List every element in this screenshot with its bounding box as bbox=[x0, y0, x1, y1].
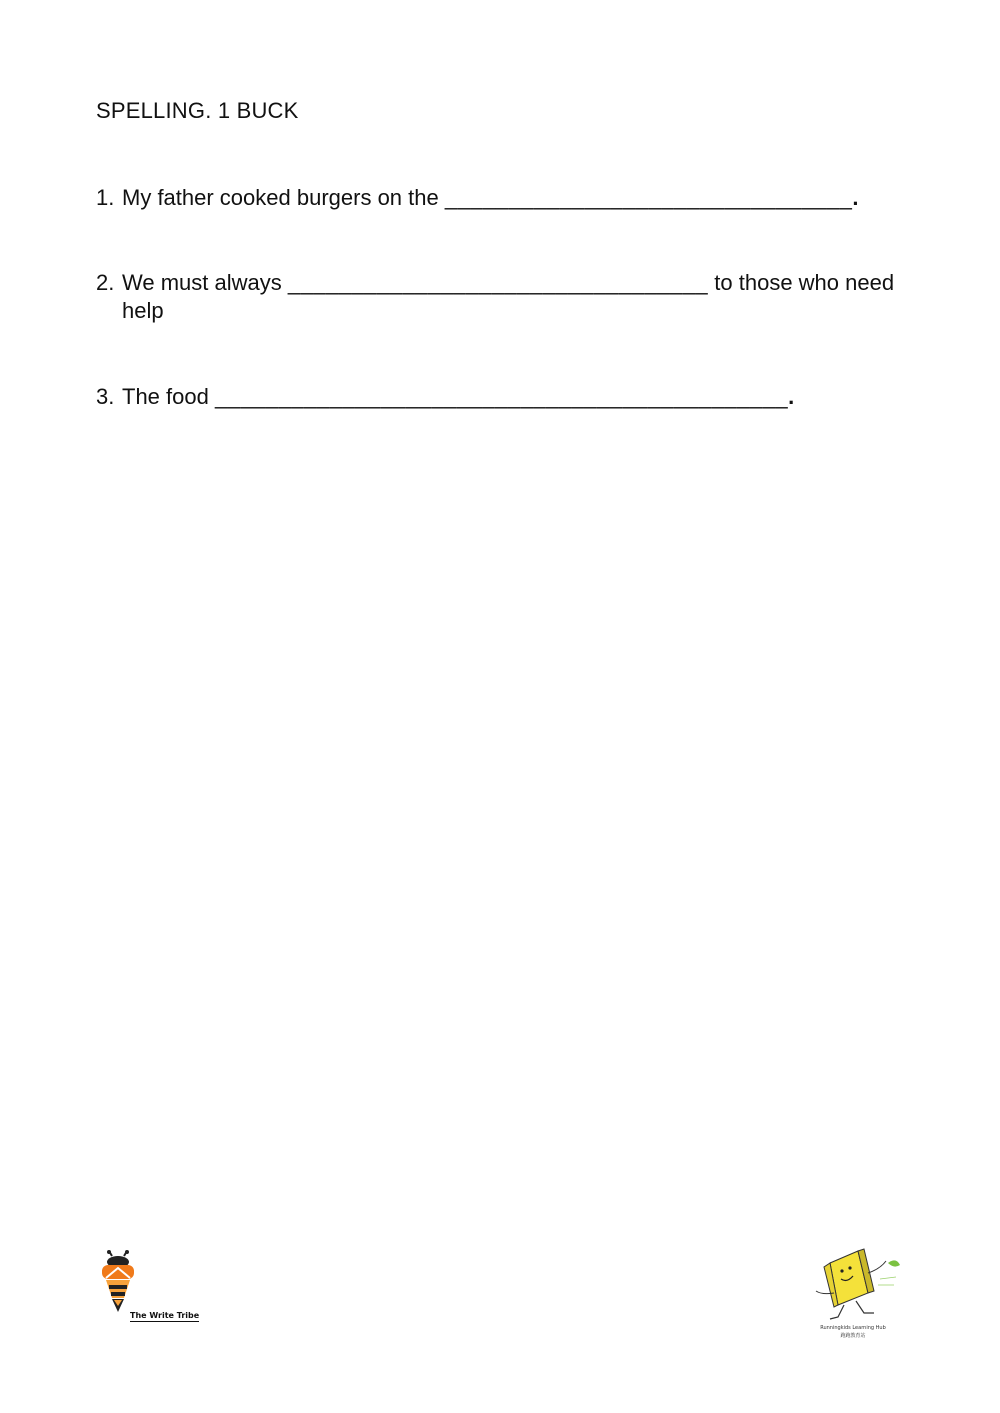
answer-blank[interactable]: _________________________________ bbox=[287, 270, 709, 295]
question-number: 3. bbox=[96, 384, 115, 409]
logo-caption: The Write Tribe bbox=[130, 1311, 200, 1320]
question-ending: . bbox=[852, 185, 859, 210]
worksheet-title: SPELLING. 1 BUCK bbox=[96, 98, 299, 123]
question-text bbox=[122, 269, 916, 325]
question-number: 2. bbox=[96, 270, 115, 295]
write-tribe-logo bbox=[98, 1250, 208, 1330]
question-3 bbox=[96, 383, 916, 411]
question-prompt: The food bbox=[122, 384, 209, 409]
question-ending: . bbox=[788, 384, 795, 409]
question-2 bbox=[96, 269, 916, 325]
question-prompt: My father cooked burgers on the bbox=[122, 185, 439, 210]
answer-blank[interactable]: _____________________________________________ bbox=[214, 384, 789, 409]
runningkids-logo bbox=[808, 1243, 908, 1343]
question-text bbox=[122, 383, 916, 411]
running-book-icon bbox=[808, 1243, 908, 1325]
question-prompt: We must always bbox=[122, 270, 282, 295]
question-ending: to those who need help bbox=[122, 270, 895, 323]
question-number: 1. bbox=[96, 185, 115, 210]
question-text bbox=[122, 184, 916, 212]
question-1 bbox=[96, 184, 916, 212]
logo-caption-line-2: 跑跑教育站 bbox=[840, 1333, 866, 1339]
logo-caption-line-1: Runningkids Learning Hub bbox=[820, 1325, 886, 1331]
answer-blank[interactable]: ________________________________ bbox=[444, 185, 853, 210]
